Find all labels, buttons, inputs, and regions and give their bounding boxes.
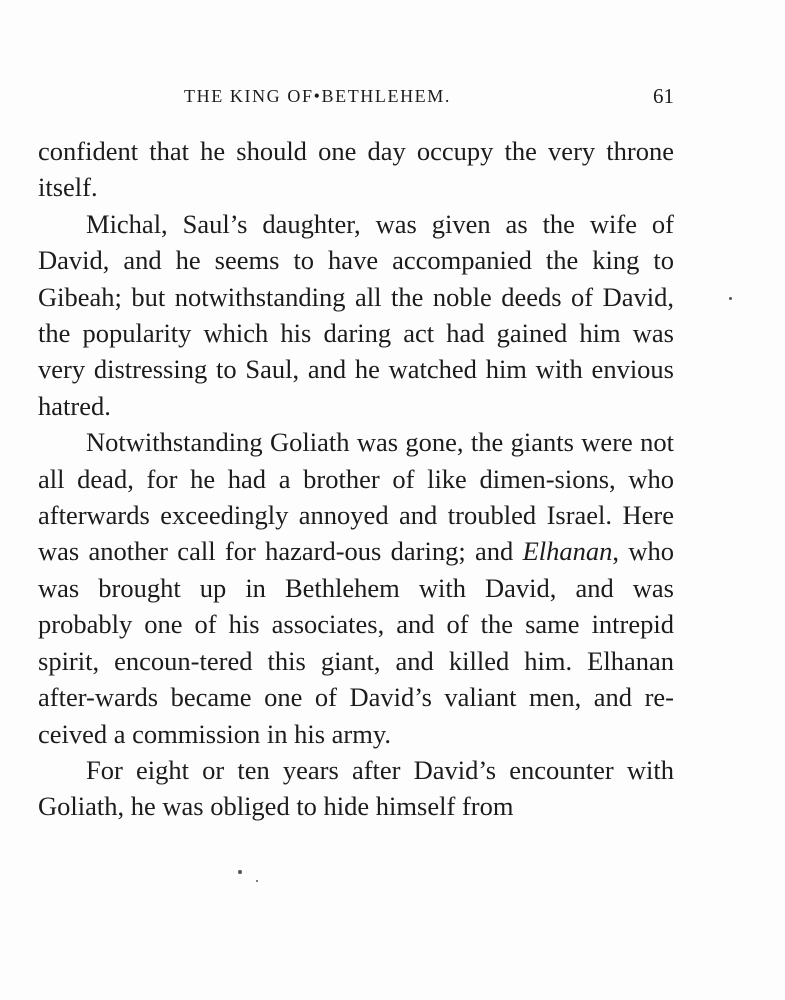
print-speck: [238, 870, 242, 874]
page-number: 61: [653, 84, 674, 108]
print-speck: [729, 297, 732, 300]
paragraph-elhanan: [38, 424, 674, 752]
paragraph-eight-years: For eight or ten years after David’s encounter with Goliath, he was obliged to hide himself from: [38, 754, 674, 822]
body-text: [38, 133, 674, 825]
print-speck: [256, 880, 258, 882]
page-header: [38, 84, 674, 114]
elhanan-italic: Elhanan: [522, 536, 613, 567]
paragraph-continuation: confident that he should one day occupy the very throne itself.: [38, 136, 674, 203]
paragraph-elhanan-before: Notwithstanding Goliath was gone, the giants were not all dead, for he had a brother of like dimen-sions, who afterwards exceedingly annoyed and troubled Israel. Here was another call for hazard-ous daring; and: [38, 427, 674, 567]
running-head: THE KING OF•BETHLEHEM.: [184, 86, 451, 106]
paragraph-michal: Michal, Saul’s daughter, was given as the wife of David, and he seems to have accompanied the king to Gibeah; but notwithstanding all the noble deeds of David, the popularity which his daring act had gained him was very distressing to Saul, and he watched him with envious hatred.: [38, 208, 674, 421]
paragraph-elhanan-after: , who was brought up in Bethlehem with David, and was probably one of his associates, and of the same intrepid spirit, encoun-tered this giant, and killed him. Elhanan after-wards became one of David’s valiant men, and re-ceived a commission in his army.: [38, 536, 674, 749]
